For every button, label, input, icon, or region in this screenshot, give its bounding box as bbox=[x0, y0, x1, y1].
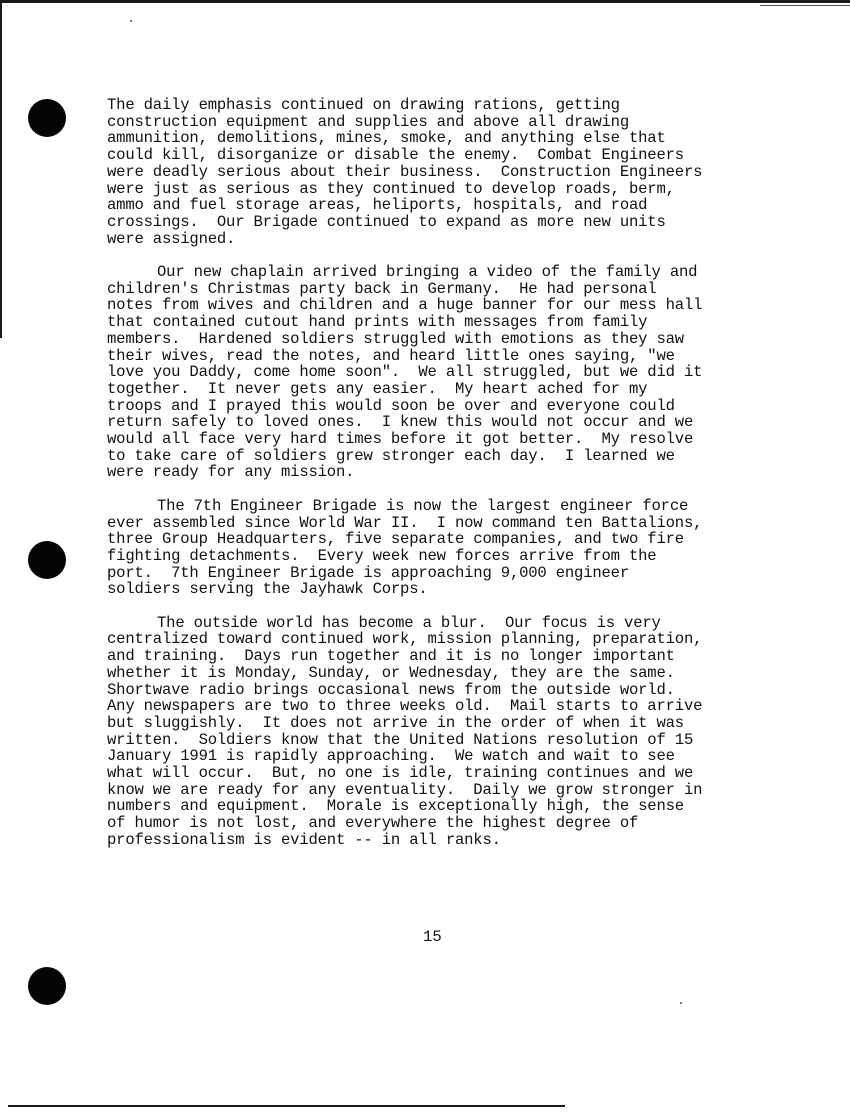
text-line: ever assembled since World War II. I now command ten Battalions, bbox=[107, 513, 703, 532]
text-line: were ready for any mission. bbox=[107, 463, 355, 482]
scan-top-right-edge bbox=[760, 5, 850, 6]
text-line: construction equipment and supplies and above all drawing bbox=[107, 112, 629, 131]
scan-speck bbox=[130, 20, 132, 22]
text-line: their wives, read the notes, and heard little ones saying, "we bbox=[107, 346, 675, 365]
text-line: crossings. Our Brigade continued to expand as more new units bbox=[107, 212, 666, 231]
text-line: that contained cutout hand prints with messages from family bbox=[107, 313, 648, 332]
punch-hole-middle bbox=[28, 541, 66, 579]
text-line: whether it is Monday, Sunday, or Wednesday, they are the same. bbox=[107, 663, 675, 682]
text-line: and training. Days run together and it is no longer important bbox=[107, 647, 675, 666]
text-line: what will occur. But, no one is idle, training continues and we bbox=[107, 764, 694, 783]
text-line: The outside world has become a blur. Our focus is very bbox=[157, 613, 661, 632]
text-line: soldiers serving the Jayhawk Corps. bbox=[107, 580, 428, 599]
text-line: members. Hardened soldiers struggled with emotions as they saw bbox=[107, 329, 684, 348]
text-line: return safely to loved ones. I knew this would not occur and we bbox=[107, 413, 694, 432]
text-line: together. It never gets any easier. My heart ached for my bbox=[107, 379, 648, 398]
text-line: port. 7th Engineer Brigade is approaching 9,000 engineer bbox=[107, 563, 629, 582]
scan-speck bbox=[680, 1002, 682, 1004]
document-body bbox=[107, 97, 807, 865]
text-line: three Group Headquarters, five separate companies, and two fire bbox=[107, 530, 684, 549]
text-line: Any newspapers are two to three weeks old. Mail starts to arrive bbox=[107, 697, 703, 716]
text-line: Shortwave radio brings occasional news from the outside world. bbox=[107, 680, 675, 699]
text-line: know we are ready for any eventuality. Daily we grow stronger in bbox=[107, 780, 703, 799]
punch-hole-top bbox=[28, 99, 66, 137]
text-line: fighting detachments. Every week new forces arrive from the bbox=[107, 546, 657, 565]
page-number: 15 bbox=[423, 928, 442, 946]
text-line: ammo and fuel storage areas, heliports, hospitals, and road bbox=[107, 196, 648, 215]
scan-bottom-edge bbox=[8, 1105, 565, 1107]
paragraph-brigade bbox=[107, 498, 807, 598]
text-line: notes from wives and children and a huge banner for our mess hall bbox=[107, 296, 703, 315]
text-line: to take care of soldiers grew stronger each day. I learned we bbox=[107, 446, 675, 465]
text-line: ammunition, demolitions, mines, smoke, and anything else that bbox=[107, 129, 666, 148]
paragraph-rations bbox=[107, 97, 807, 247]
punch-hole-bottom bbox=[28, 967, 66, 1005]
text-line: love you Daddy, come home soon". We all struggled, but we did it bbox=[107, 363, 703, 382]
text-line: January 1991 is rapidly approaching. We watch and wait to see bbox=[107, 747, 675, 766]
text-line: The 7th Engineer Brigade is now the largest engineer force bbox=[157, 496, 689, 515]
text-line: could kill, disorganize or disable the enemy. Combat Engineers bbox=[107, 146, 684, 165]
text-line: but sluggishly. It does not arrive in the order of when it was bbox=[107, 713, 684, 732]
text-line: children's Christmas party back in Germany. He had personal bbox=[107, 279, 657, 298]
text-line: centralized toward continued work, mission planning, preparation, bbox=[107, 630, 703, 649]
text-line: numbers and equipment. Morale is exceptionally high, the sense bbox=[107, 797, 684, 816]
text-line: written. Soldiers know that the United Nations resolution of 15 bbox=[107, 730, 694, 749]
text-line: of humor is not lost, and everywhere the highest degree of bbox=[107, 814, 639, 833]
text-line: Our new chaplain arrived bringing a video of the family and bbox=[157, 263, 698, 282]
paragraph-chaplain bbox=[107, 264, 807, 481]
scan-top-edge bbox=[0, 0, 850, 3]
text-line: were deadly serious about their business. Construction Engineers bbox=[107, 162, 703, 181]
text-line: were assigned. bbox=[107, 229, 236, 248]
text-line: would all face very hard times before it got better. My resolve bbox=[107, 430, 694, 449]
text-line: The daily emphasis continued on drawing rations, getting bbox=[107, 96, 620, 114]
paragraph-outside-world bbox=[107, 615, 807, 849]
text-line: professionalism is evident -- in all ranks. bbox=[107, 830, 501, 849]
text-line: were just as serious as they continued to develop roads, berm, bbox=[107, 179, 675, 198]
scan-left-edge bbox=[0, 0, 2, 338]
text-line: troops and I prayed this would soon be over and everyone could bbox=[107, 396, 675, 415]
